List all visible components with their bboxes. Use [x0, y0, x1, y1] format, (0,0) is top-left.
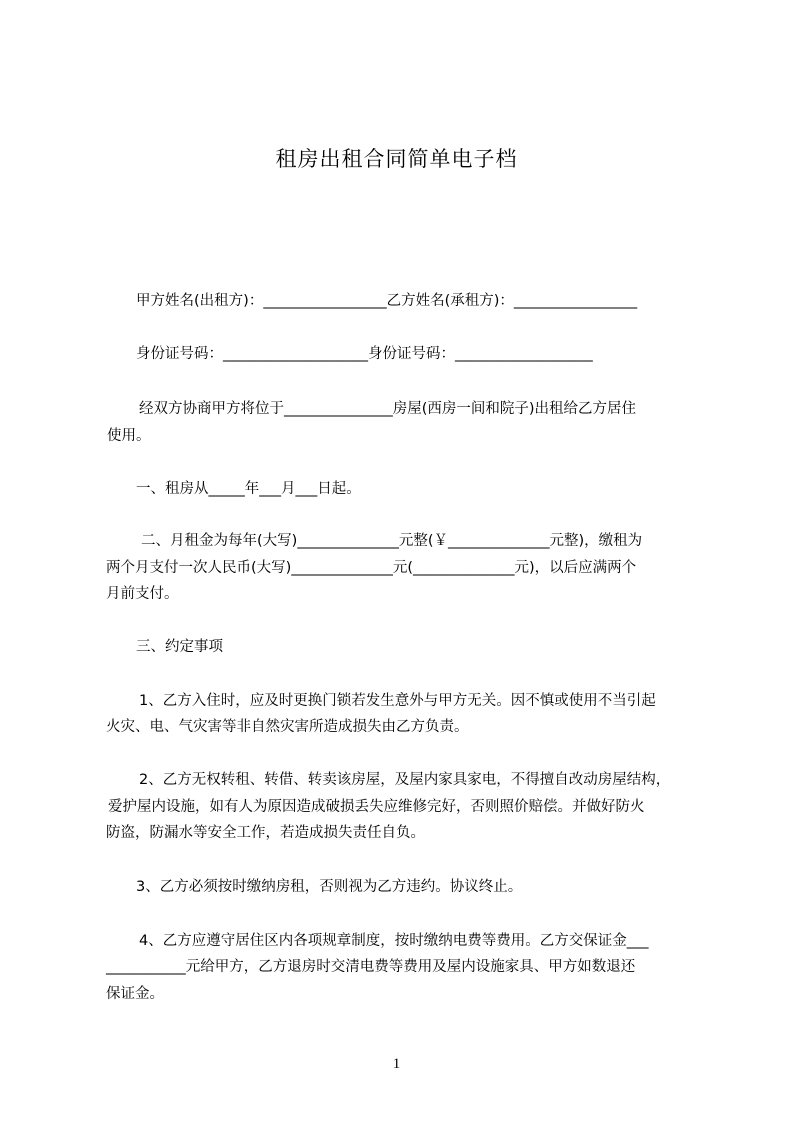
- item-3-line: 3、乙方必须按时缴纳房租，否则视为乙方违约。协议终止。: [136, 879, 523, 895]
- item-4-line-1: 4、乙方应遵守居住区内各项规章制度，按时缴纳电费等费用。乙方交保证金___: [139, 933, 649, 949]
- clause-2-line-3: 月前支付。: [106, 586, 179, 602]
- item-4-line-3: 保证金。: [106, 986, 164, 1002]
- preamble-line-2: 使用。: [107, 428, 151, 444]
- item-4-line-2: ___________元给甲方，乙方退房时交清电费等费用及屋内设施家具、甲方如数退还: [106, 959, 636, 975]
- clause-1-rental-start: 一、租房从_____年___月___日起。: [136, 481, 361, 497]
- preamble-line-1: 经双方协商甲方将位于_______________房屋(西房一间和院子)出租给乙方居住: [139, 401, 637, 417]
- item-1-line-1: 1、乙方入住时，应及时更换门锁若发生意外与甲方无关。因不慎或使用不当引起: [139, 693, 656, 709]
- page-number: 1: [392, 1056, 401, 1072]
- clause-2-line-1: 二、月租金为每年(大写)______________元整(￥______________元整)，缴租为: [141, 533, 643, 549]
- item-2-line-1: 2、乙方无权转租、转借、转卖该房屋，及屋内家具家电，不得擅自改动房屋结构，: [139, 772, 671, 788]
- clause-3-heading: 三、约定事项: [136, 639, 223, 655]
- item-2-line-3: 防盗，防漏水等安全工作，若造成损失责任自负。: [106, 825, 425, 841]
- item-1-line-2: 火灾、电、气灾害等非自然灾害所造成损失由乙方负责。: [106, 719, 469, 735]
- item-2-line-2: 爱护屋内设施，如有人为原因造成破损丢失应维修完好，否则照价赔偿。并做好防火: [108, 799, 645, 815]
- document-title: 租房出租合同简单电子档: [275, 147, 518, 171]
- clause-2-line-2: 两个月支付一次人民币(大写)______________元(______________元)，以后应满两个: [106, 560, 637, 576]
- party-names-line: 甲方姓名(出租方)：_________________乙方姓名(承租方)：_________________: [136, 293, 638, 309]
- id-numbers-line: 身份证号码：____________________身份证号码：___________________: [136, 346, 593, 362]
